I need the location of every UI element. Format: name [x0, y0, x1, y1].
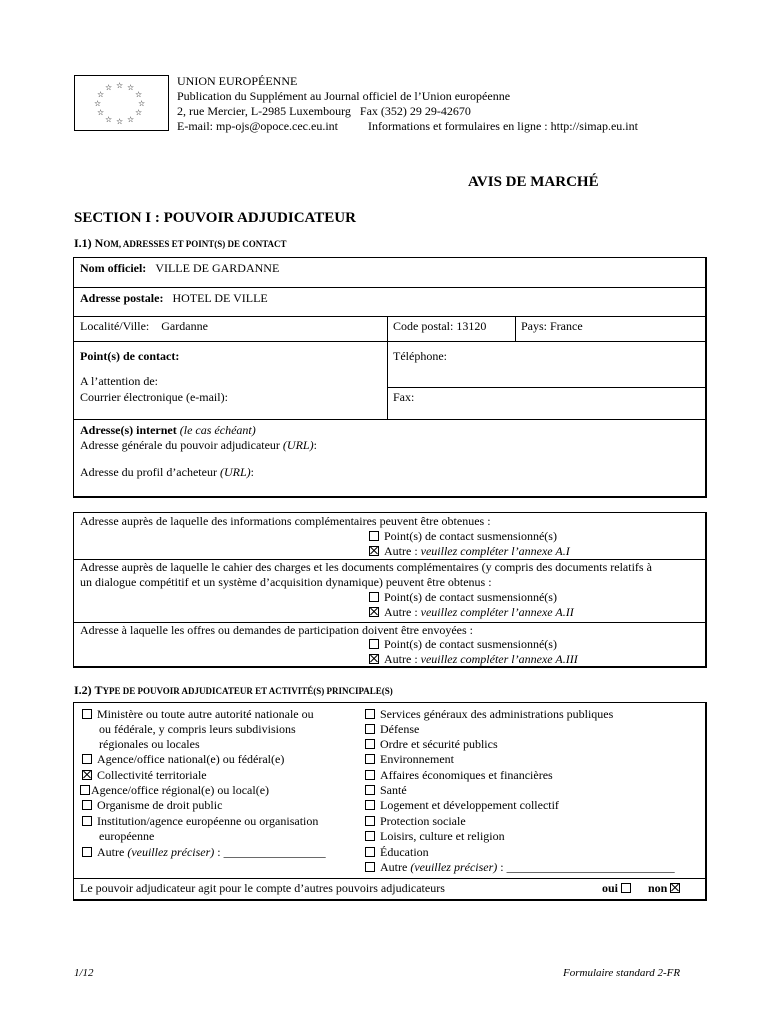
option-ministere[interactable]: Ministère ou toute autre autorité nationale ou	[82, 707, 314, 722]
postal-code-field: Code postal: 13120	[393, 319, 487, 333]
option-loisirs[interactable]: Loisirs, culture et religion	[365, 829, 505, 844]
option-ordre[interactable]: Ordre et sécurité publics	[365, 737, 498, 752]
contact-table	[73, 257, 707, 498]
checkbox-icon	[82, 709, 92, 719]
star-icon: ☆	[135, 90, 143, 99]
option-institution[interactable]: Institution/agence européenne ou organisation	[82, 814, 318, 829]
attention-field: A l’attention de:	[80, 374, 158, 388]
option-sante[interactable]: Santé	[365, 783, 407, 798]
checked-checkbox-icon	[369, 546, 379, 556]
specs-question-line2: un dialogue compétitif et un système d’acquisition dynamique) peuvent être obtenus :	[80, 575, 492, 589]
checkbox-icon	[82, 816, 92, 826]
checkbox-icon	[365, 847, 375, 857]
star-icon: ☆	[135, 108, 143, 117]
option-organisme[interactable]: Organisme de droit public	[82, 798, 222, 813]
checked-checkbox-icon	[369, 654, 379, 664]
option-contact-points-1[interactable]: Point(s) de contact susmensionné(s)	[369, 529, 557, 544]
option-other-1[interactable]: Autre : veuillez compléter l’annexe A.I	[369, 544, 570, 559]
star-icon: ☆	[97, 108, 105, 117]
star-icon: ☆	[105, 83, 113, 92]
header-online: Informations et formulaires en ligne : http://simap.eu.int	[368, 119, 638, 133]
checkbox-icon	[365, 862, 375, 872]
info-addresses-box	[73, 512, 707, 668]
checkbox-icon	[365, 754, 375, 764]
ministere-line3: régionales ou locales	[99, 737, 200, 751]
section-1-title: SECTION I : POUVOIR ADJUDICATEUR	[74, 210, 356, 226]
option-logement[interactable]: Logement et développement collectif	[365, 798, 559, 813]
star-icon: ☆	[127, 115, 135, 124]
email-field: Courrier électronique (e-mail):	[80, 390, 228, 404]
star-icon: ☆	[97, 90, 105, 99]
checkbox-icon	[365, 831, 375, 841]
authority-type-box	[73, 702, 707, 901]
star-icon: ☆	[94, 99, 102, 108]
option-collectivite[interactable]: Collectivité territoriale	[82, 768, 207, 783]
option-agence-regionale[interactable]: Agence/office régional(e) ou local(e)	[80, 783, 269, 798]
checkbox-icon	[80, 785, 90, 795]
option-contact-points-3[interactable]: Point(s) de contact susmensionné(s)	[369, 637, 557, 652]
header-email: E-mail: mp-ojs@opoce.cec.eu.int	[177, 119, 338, 133]
option-autre-right[interactable]: Autre (veuillez préciser) : ____________________________	[365, 860, 675, 875]
internet-address-label: Adresse(s) internet (le cas échéant)	[80, 423, 256, 437]
option-education[interactable]: Éducation	[365, 845, 429, 860]
option-defense[interactable]: Défense	[365, 722, 419, 737]
general-address-field: Adresse générale du pouvoir adjudicateur (URL):	[80, 438, 317, 452]
checkbox-icon	[369, 592, 379, 602]
specs-question-line1: Adresse auprès de laquelle le cahier des charges et les documents complémentaires (y compris des documents relatifs à	[80, 560, 652, 574]
option-services-generaux[interactable]: Services généraux des administrations publiques	[365, 707, 613, 722]
page-number: 1/12	[74, 967, 94, 979]
checkbox-icon	[365, 785, 375, 795]
option-affaires[interactable]: Affaires économiques et financières	[365, 768, 553, 783]
header-org: UNION EUROPÉENNE	[177, 74, 298, 88]
option-oui[interactable]: oui	[602, 881, 636, 896]
star-icon: ☆	[138, 99, 146, 108]
official-name-value: VILLE DE GARDANNE	[155, 261, 280, 275]
institution-line2: européenne	[99, 829, 155, 843]
fax-field: Fax:	[393, 390, 415, 404]
document-title: AVIS DE MARCHÉ	[468, 174, 599, 190]
checkbox-icon	[369, 639, 379, 649]
postal-address-value: HOTEL DE VILLE	[172, 291, 268, 305]
checkbox-icon	[82, 800, 92, 810]
telephone-field: Téléphone:	[393, 349, 447, 363]
on-behalf-question: Le pouvoir adjudicateur agit pour le compte d’autres pouvoirs adjudicateurs	[80, 881, 445, 895]
star-icon: ☆	[127, 83, 135, 92]
info-question: Adresse auprès de laquelle des informations complémentaires peuvent être obtenues :	[80, 514, 491, 528]
option-environnement[interactable]: Environnement	[365, 752, 454, 767]
postal-address-row: Adresse postale: HOTEL DE VILLE	[80, 291, 268, 305]
publisher-header	[177, 74, 638, 134]
country-field: Pays: France	[521, 319, 583, 333]
checkbox-icon	[365, 739, 375, 749]
header-fax: Fax (352) 29 29-42670	[359, 104, 471, 118]
offers-question: Adresse à laquelle les offres ou demandes de participation doivent être envoyées :	[80, 623, 473, 637]
checkbox-icon	[365, 800, 375, 810]
star-icon: ☆	[116, 117, 124, 126]
header-publication: Publication du Supplément au Journal officiel de l’Union européenne	[177, 89, 511, 103]
checked-checkbox-icon	[369, 607, 379, 617]
subsection-i1-title: I.1) NOM, ADRESSES ET POINT(S) DE CONTACT	[74, 236, 287, 250]
checkbox-icon	[621, 883, 631, 893]
checkbox-icon	[365, 770, 375, 780]
checkbox-icon	[365, 709, 375, 719]
option-other-2[interactable]: Autre : veuillez compléter l’annexe A.II	[369, 605, 574, 620]
star-icon: ☆	[105, 115, 113, 124]
checkbox-icon	[365, 816, 375, 826]
option-contact-points-2[interactable]: Point(s) de contact susmensionné(s)	[369, 590, 557, 605]
checkbox-icon	[82, 847, 92, 857]
checkbox-icon	[365, 724, 375, 734]
option-non[interactable]: non	[648, 881, 685, 896]
checkbox-icon	[369, 531, 379, 541]
header-address: 2, rue Mercier, L-2985 Luxembourg	[177, 104, 351, 118]
option-autre-left[interactable]: Autre (veuillez préciser) : _________________	[82, 845, 326, 860]
option-other-3[interactable]: Autre : veuillez compléter l’annexe A.III	[369, 652, 578, 667]
checkbox-icon	[82, 754, 92, 764]
eu-flag-logo	[74, 75, 169, 131]
checked-checkbox-icon	[670, 883, 680, 893]
option-agence-nationale[interactable]: Agence/office national(e) ou fédéral(e)	[82, 752, 284, 767]
ministere-line2: ou fédérale, y compris leurs subdivisions	[99, 722, 296, 736]
buyer-profile-field: Adresse du profil d’acheteur (URL):	[80, 465, 254, 479]
contact-points-label: Point(s) de contact:	[80, 349, 180, 363]
option-protection-sociale[interactable]: Protection sociale	[365, 814, 466, 829]
official-name-row: Nom officiel: VILLE DE GARDANNE	[80, 261, 280, 275]
form-identifier: Formulaire standard 2-FR	[563, 967, 681, 979]
city-field: Localité/Ville: Gardanne	[80, 319, 208, 333]
subsection-i2-title: I.2) TYPE DE POUVOIR ADJUDICATEUR ET ACTIVITÉ(S) PRINCIPALE(S)	[74, 683, 393, 697]
star-icon: ☆	[116, 81, 124, 90]
checked-checkbox-icon	[82, 770, 92, 780]
